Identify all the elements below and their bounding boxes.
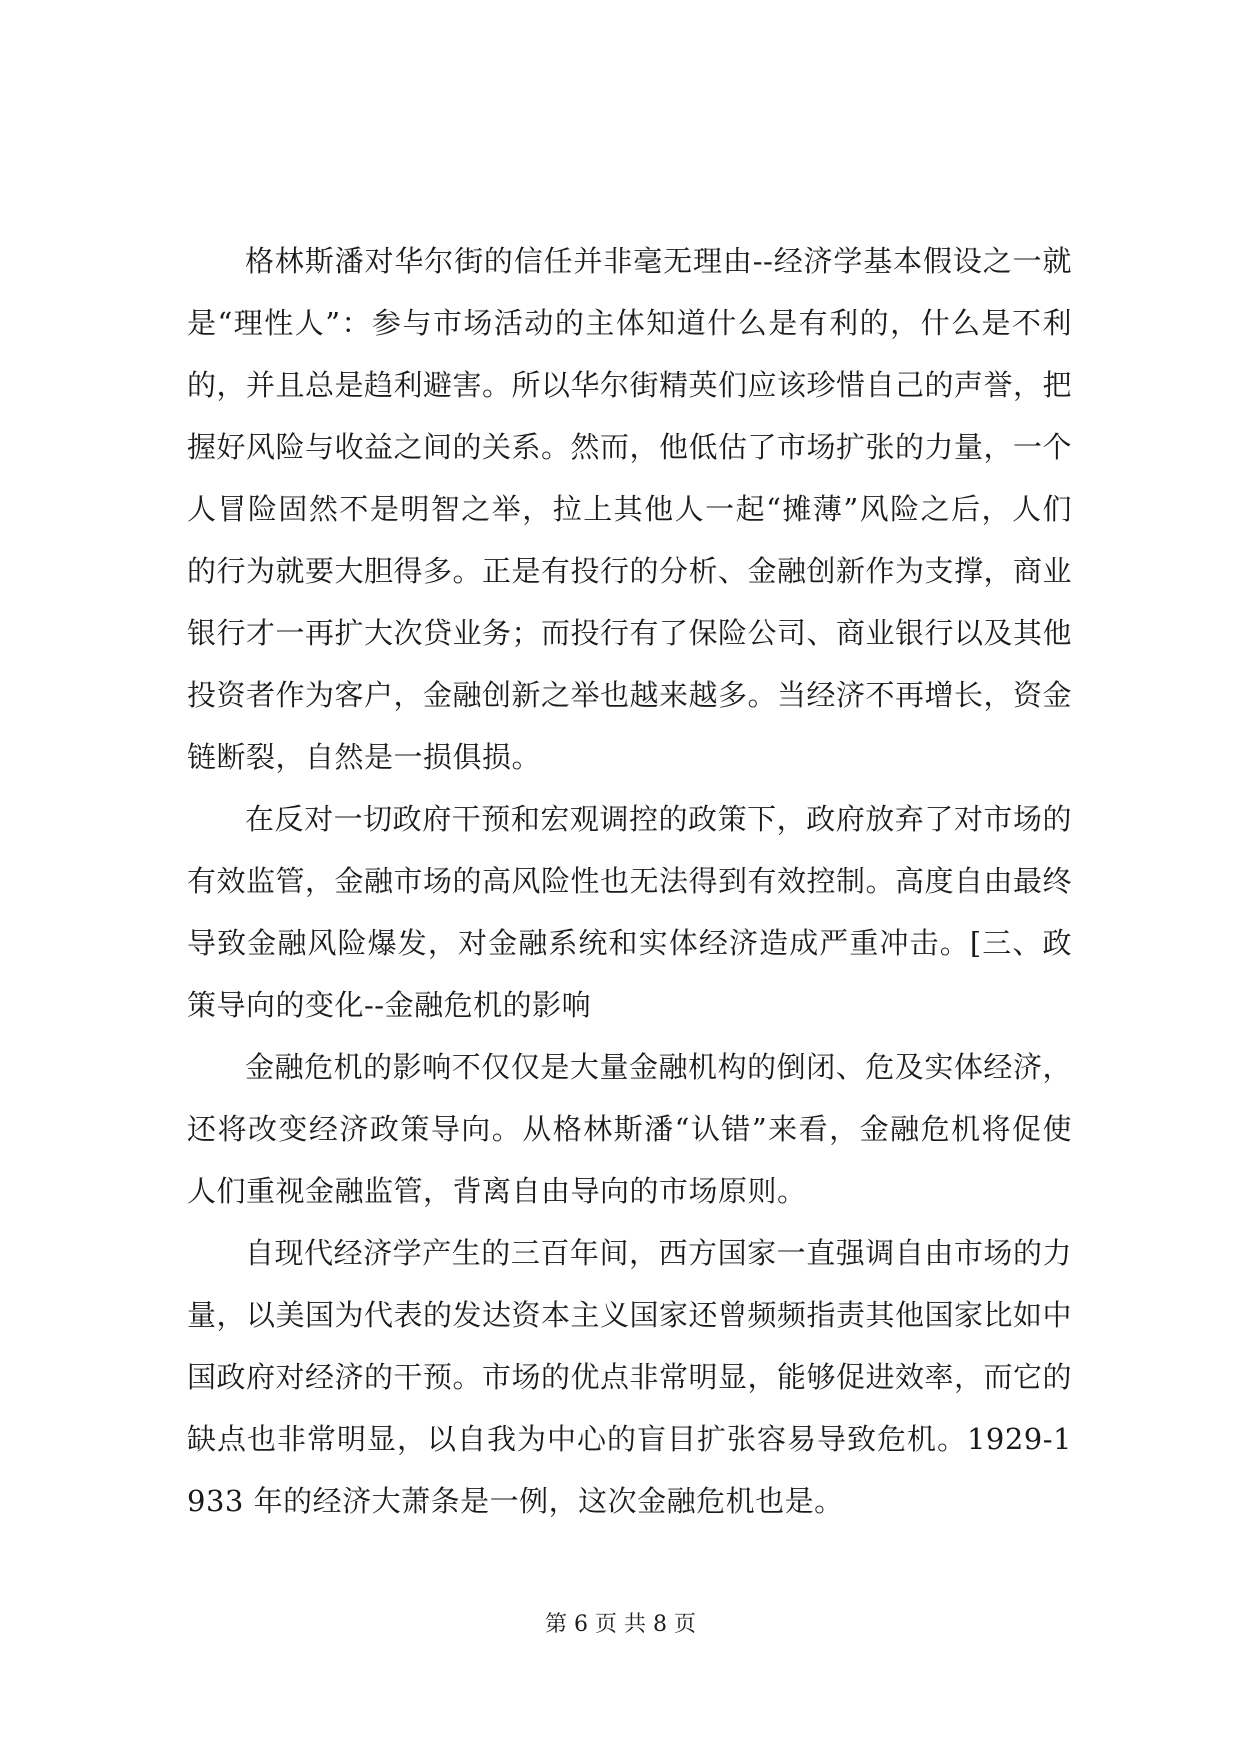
paragraph-2: 在反对一切政府干预和宏观调控的政策下，政府放弃了对市场的有效监管，金融市场的高风险性也无法得到有效控制。高度自由最终导致金融风险爆发，对金融系统和实体经济造成严重冲击。[三、政策导向的变化--金融危机的影响 xyxy=(187,802,1073,1022)
paragraph-3: 金融危机的影响不仅仅是大量金融机构的倒闭、危及实体经济，还将改变经济政策导向。从格林斯潘“认错”来看，金融危机将促使人们重视金融监管，背离自由导向的市场原则。 xyxy=(187,1050,1072,1208)
paragraph-4: 自现代经济学产生的三百年间，西方国家一直强调自由市场的力量，以美国为代表的发达资本主义国家还曾频频指责其他国家比如中国政府对经济的干预。市场的优点非常明显，能够促进效率，而它的缺点也非常明显，以自我为中心的盲目扩张容易导致危机。1929-1933 年的经济大萧条是一例，这次金融危机也是。 xyxy=(187,1236,1073,1518)
paragraph-1: 格林斯潘对华尔街的信任并非毫无理由--经济学基本假设之一就是“理性人”：参与市场活动的主体知道什么是有利的，什么是不利的，并且总是趋利避害。所以华尔街精英们应该珍惜自己的声誉，把握好风险与收益之间的关系。然而，他低估了市场扩张的力量，一个人冒险固然不是明智之举，拉上其他人一起“摊薄”风险之后，人们的行为就要大胆得多。正是有投行的分析、金融创新作为支撑，商业银行才一再扩大次贷业务；而投行有了保险公司、商业银行以及其他投资者作为客户，金融创新之举也越来越多。当经济不再增长，资金链断裂，自然是一损俱损。 xyxy=(187,244,1073,774)
page-number-footer: 第 6 页 共 8 页 xyxy=(545,1612,696,1637)
document-body xyxy=(187,230,1072,1532)
